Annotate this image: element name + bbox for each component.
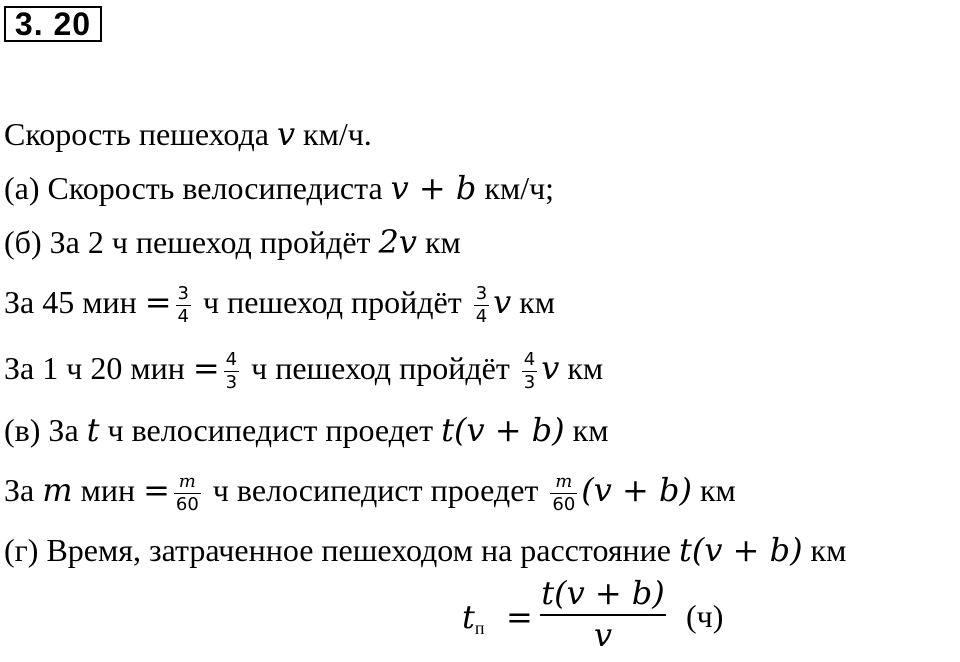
problem-number: 3. 20 (14, 6, 92, 42)
fraction (474, 284, 489, 327)
formula-fraction (540, 574, 666, 654)
fraction-denominator: 3 (523, 372, 536, 394)
text: км/ч; (476, 170, 555, 206)
fraction-numerator: 3 (475, 283, 488, 305)
fraction (174, 472, 201, 515)
line-a-cyclist-speed (4, 168, 554, 208)
line-v-cyclist-t-hours (4, 410, 608, 450)
text: ч пешеход пройдёт (243, 350, 518, 386)
text: (г) Время, затраченное пешеходом на расстояние (4, 532, 679, 568)
expr-t-v-plus-b: t(v + b) (679, 531, 803, 569)
text: км (559, 350, 604, 386)
text: км (511, 284, 556, 320)
line-m-minutes (4, 470, 736, 515)
equals-sign: = (192, 349, 220, 387)
text: км (802, 532, 847, 568)
line-pedestrian-speed (4, 114, 372, 154)
fraction-numerator: 3 (177, 283, 189, 305)
expr-2v: 2v (378, 223, 417, 261)
text: За 1 ч 20 мин (4, 350, 193, 386)
expr-v-plus-b: v + b (390, 169, 477, 207)
fraction-numerator: m (550, 472, 577, 494)
formula-numerator: t(v + b) (540, 574, 666, 616)
text: (б) За 2 ч пешеход пройдёт (4, 224, 379, 260)
var-m: m (42, 471, 73, 509)
fraction-denominator: 3 (225, 372, 238, 394)
fraction-denominator: 4 (177, 306, 189, 328)
fraction (224, 350, 239, 393)
fraction (176, 284, 191, 327)
formula-lhs-subscript: п (474, 618, 485, 638)
expr-t-v-plus-b: t(v + b) (441, 411, 565, 449)
var-t: t (86, 411, 100, 449)
text: (в) За (4, 412, 87, 448)
text: За (4, 472, 43, 508)
text: (а) Скорость велосипедиста (4, 170, 391, 206)
line-b-2h (4, 222, 461, 262)
fraction-denominator: 60 (175, 494, 199, 516)
fraction (522, 350, 537, 393)
line-1h-20min (4, 348, 603, 393)
var-v: v (493, 283, 512, 321)
line-45-min (4, 282, 555, 327)
formula-denominator: v (593, 616, 613, 654)
expr-v-plus-b: (v + b) (581, 471, 692, 509)
line-g-time (4, 530, 846, 570)
text: ч велосипедист проедет (204, 472, 547, 508)
text: мин (72, 472, 144, 508)
formula-unit: (ч) (686, 598, 724, 634)
equals-sign: = (506, 598, 533, 636)
text: Скорость пешехода (4, 116, 277, 152)
problem-number-box (4, 6, 102, 42)
fraction-numerator: m (174, 472, 201, 494)
text: км/ч. (295, 116, 372, 152)
text: км (691, 472, 736, 508)
fraction-numerator: 4 (523, 349, 536, 371)
text: ч пешеход пройдёт (195, 284, 470, 320)
fraction-denominator: 4 (475, 306, 488, 328)
text: За 45 мин (4, 284, 145, 320)
var-v: v (541, 349, 560, 387)
fraction-denominator: 60 (552, 494, 576, 516)
formula-lhs-var: t (462, 598, 475, 636)
formula-lhs (462, 598, 485, 639)
var-v: v (276, 115, 296, 153)
equals-sign: = (144, 283, 172, 321)
equals-sign: = (143, 471, 170, 509)
fraction-numerator: 4 (225, 349, 238, 371)
fraction (550, 472, 577, 515)
text: км (564, 412, 609, 448)
text: км (416, 224, 461, 260)
text: ч велосипедист проедет (99, 412, 442, 448)
